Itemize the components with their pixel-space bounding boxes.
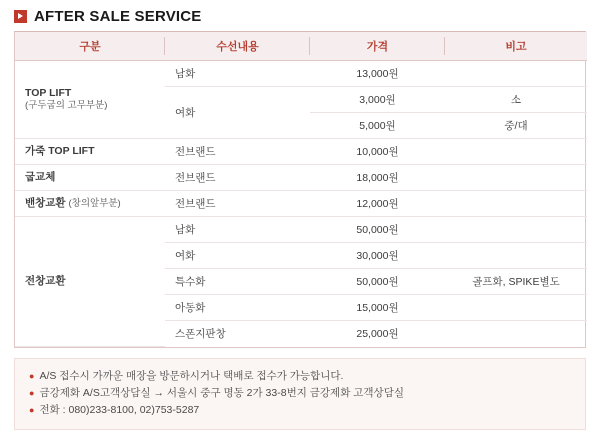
price-table: [15, 32, 587, 347]
row-note: [445, 295, 587, 321]
page-title: AFTER SALE SERVICE: [34, 8, 202, 25]
row-category-sublabel: (창의앞부분): [69, 198, 121, 209]
row-item: 여화: [165, 243, 310, 269]
column-header-category-label: 구분: [79, 41, 100, 53]
row-price: 5,000원: [310, 113, 445, 139]
row-price: 50,000원: [310, 269, 445, 295]
notes-panel: [14, 358, 586, 430]
row-category: 전창교환: [15, 217, 165, 347]
row-price: 30,000원: [310, 243, 445, 269]
row-price: 13,000원: [310, 61, 445, 87]
table-row: [15, 165, 587, 191]
bullet-icon: ●: [29, 385, 34, 402]
row-price: 18,000원: [310, 165, 445, 191]
row-item: 전브랜드: [165, 165, 310, 191]
column-header-note-label: 비고: [505, 41, 526, 53]
row-category: 가죽 TOP LIFT: [15, 139, 165, 165]
row-category-label: TOP LIFT: [25, 87, 71, 99]
column-header-price-label: 가격: [367, 41, 388, 53]
row-category: [15, 191, 165, 217]
note-text: 금강제화 A/S고객상담실 → 서울시 중구 명동 2가 33-8번지 금강제화 고객상담실: [39, 385, 404, 402]
row-category: [15, 61, 165, 139]
row-note: [445, 165, 587, 191]
row-note: 중/대: [445, 113, 587, 139]
row-item: 전브랜드: [165, 139, 310, 165]
row-note: [445, 139, 587, 165]
column-header-category: [15, 32, 165, 61]
column-header-repair: [165, 32, 310, 61]
bullet-icon: ●: [29, 402, 34, 419]
row-price: 3,000원: [310, 87, 445, 113]
row-item: 여화: [165, 87, 310, 139]
row-note: 소: [445, 87, 587, 113]
row-price: 25,000원: [310, 321, 445, 347]
table-header-row: [15, 32, 587, 61]
table-row: [15, 139, 587, 165]
note-text: 전화 : 080)233-8100, 02)753-5287: [39, 402, 199, 419]
note-item: [29, 402, 571, 419]
price-table-container: [14, 31, 586, 348]
row-price: 50,000원: [310, 217, 445, 243]
row-category: 굽교체: [15, 165, 165, 191]
row-category-label: 밴창교환: [25, 197, 66, 209]
bullet-icon: ●: [29, 368, 34, 385]
row-item: 아동화: [165, 295, 310, 321]
row-note: 골프화, SPIKE별도: [445, 269, 587, 295]
row-category-sublabel: (구두굽의 고무부분): [25, 100, 155, 113]
column-header-price: [310, 32, 445, 61]
table-row: [15, 61, 587, 87]
row-price: 15,000원: [310, 295, 445, 321]
row-note: [445, 321, 587, 347]
note-item: [29, 368, 571, 385]
row-item: 전브랜드: [165, 191, 310, 217]
row-item: 특수화: [165, 269, 310, 295]
triangle-right-icon: [14, 10, 27, 23]
column-header-note: [445, 32, 587, 61]
row-note: [445, 217, 587, 243]
note-text: A/S 접수시 가까운 매장을 방문하시거나 택배로 접수가 가능합니다.: [39, 368, 343, 385]
page-header: [14, 0, 586, 31]
row-note: [445, 243, 587, 269]
row-item: 남화: [165, 217, 310, 243]
row-item: 스폰지판창: [165, 321, 310, 347]
row-note: [445, 191, 587, 217]
table-row: [15, 191, 587, 217]
column-header-repair-label: 수선내용: [216, 41, 259, 53]
row-price: 10,000원: [310, 139, 445, 165]
row-item: 남화: [165, 61, 310, 87]
note-item: [29, 385, 571, 402]
row-note: [445, 61, 587, 87]
row-price: 12,000원: [310, 191, 445, 217]
table-row: [15, 217, 587, 243]
